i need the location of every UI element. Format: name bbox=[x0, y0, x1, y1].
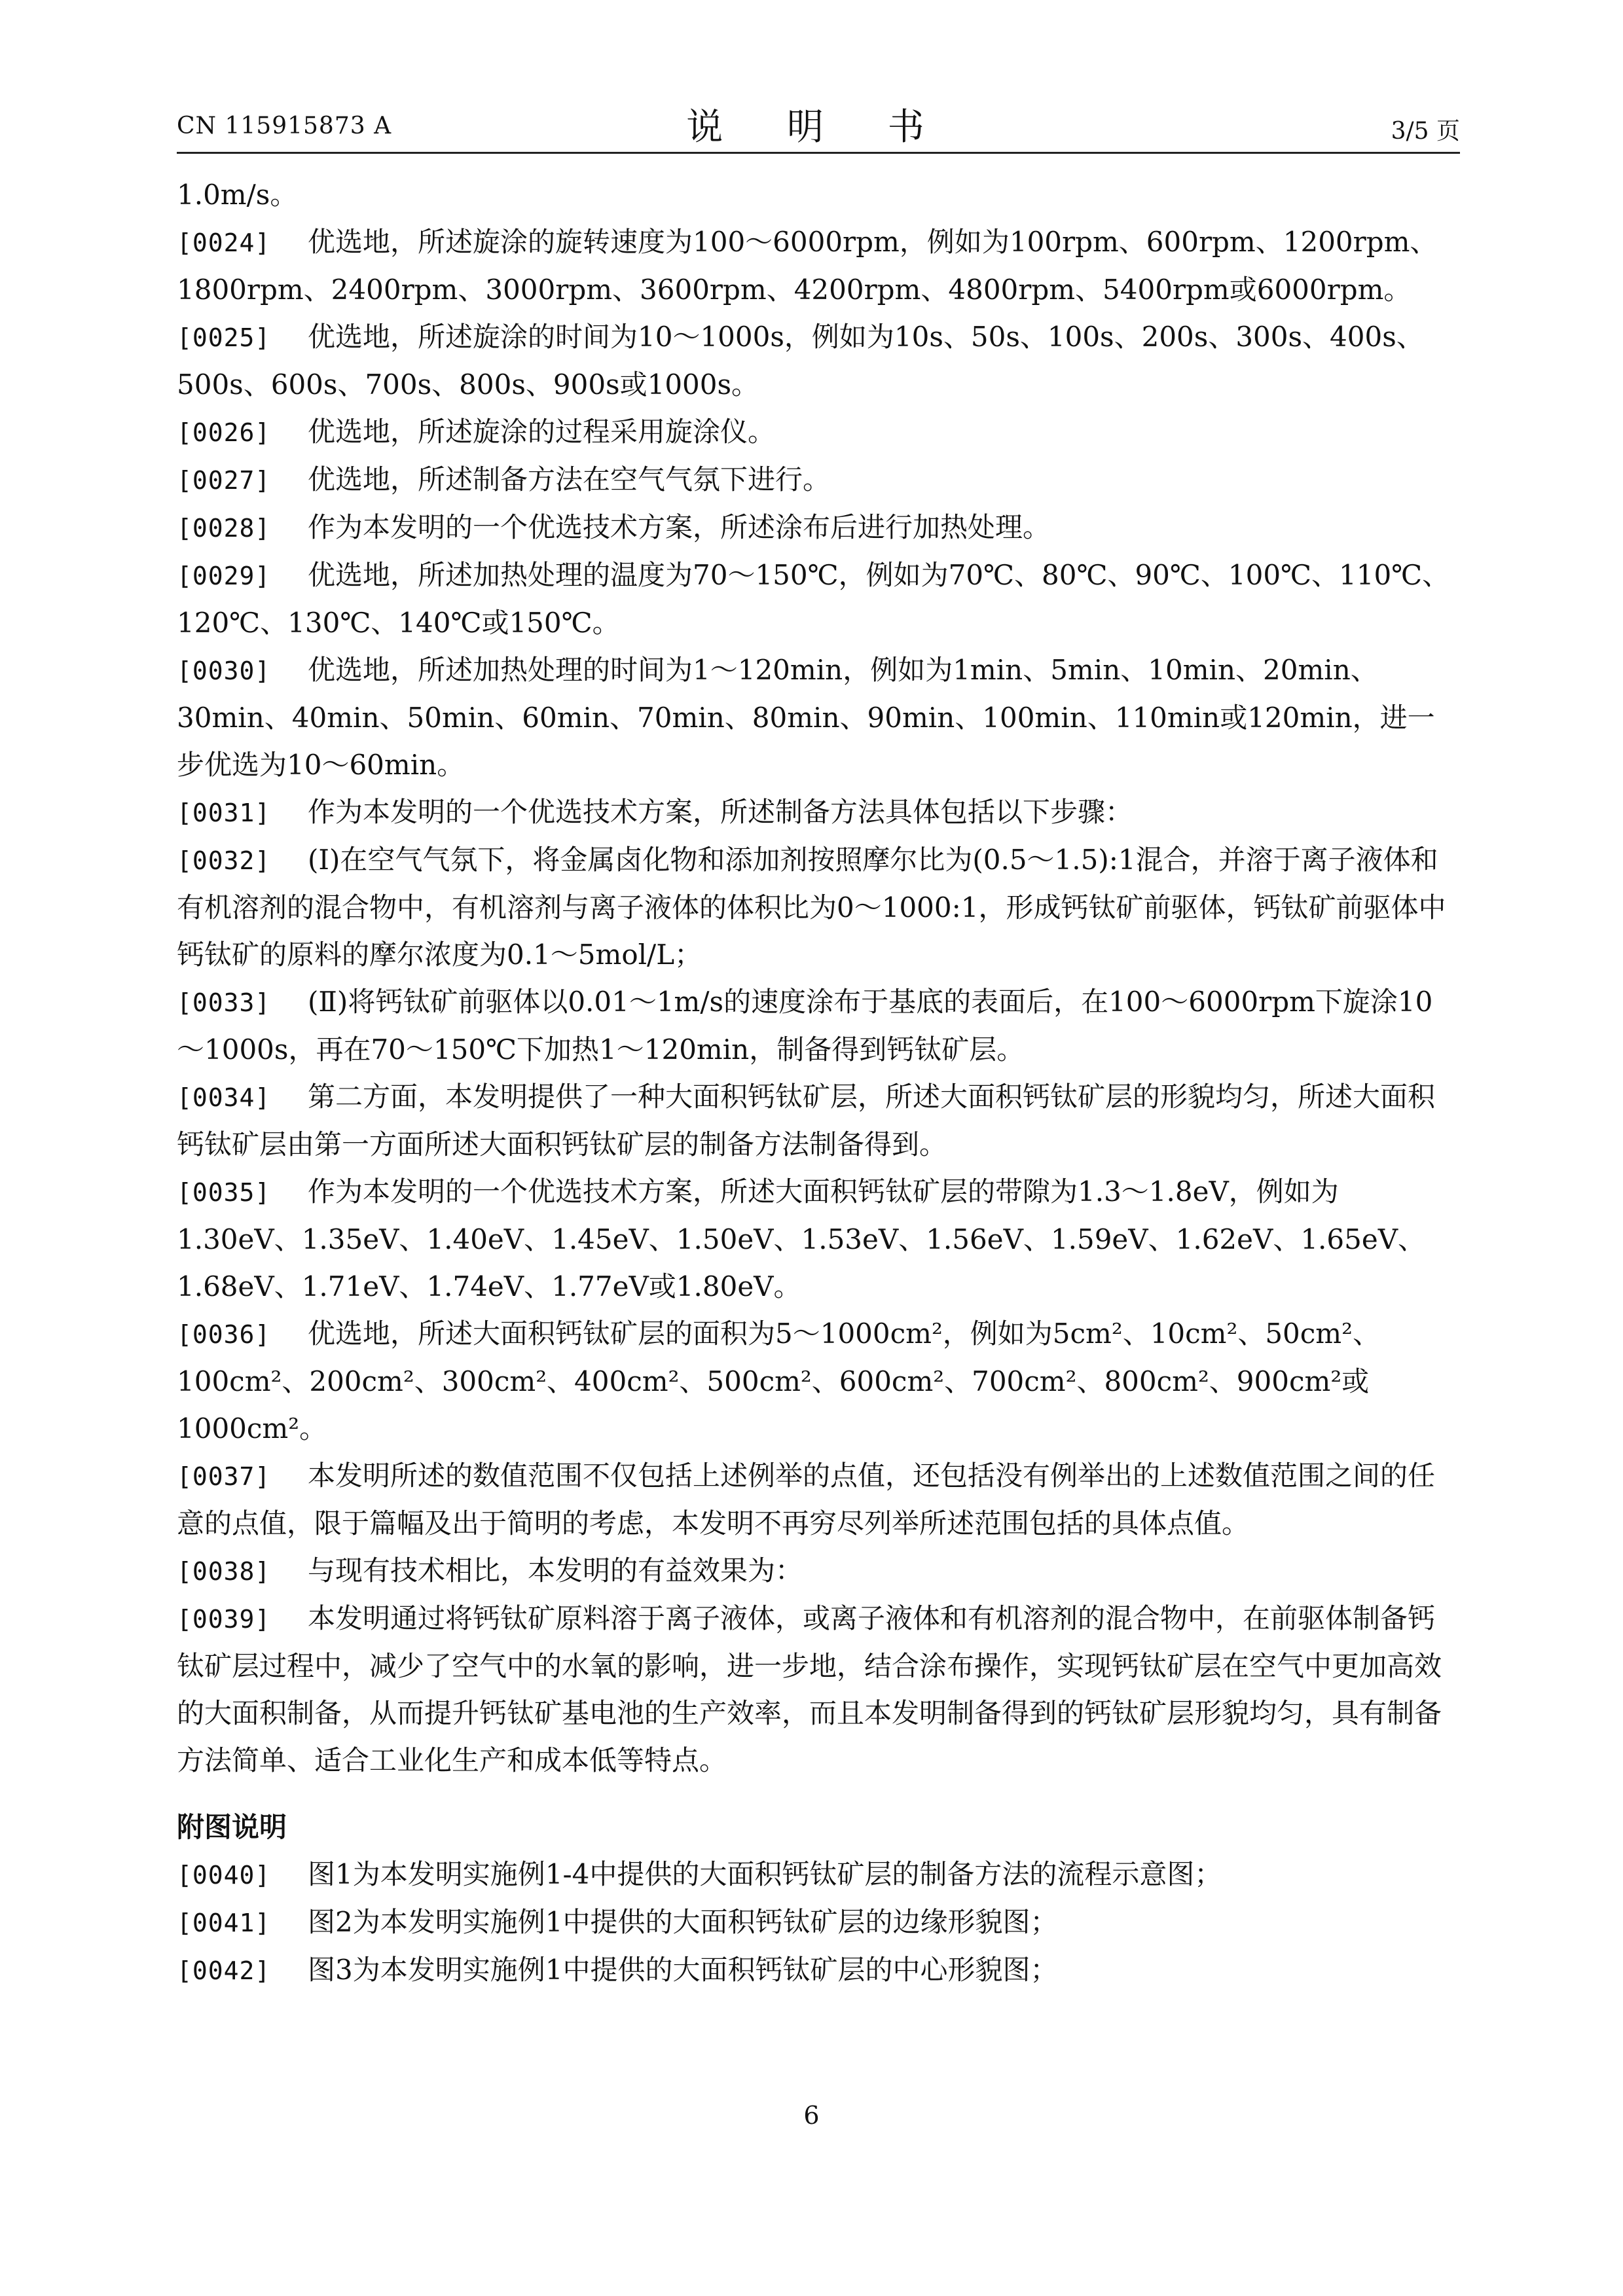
paragraph bbox=[177, 1899, 1460, 1946]
paragraph-number: [0024] bbox=[177, 228, 271, 257]
paragraph-text: 优选地，所述加热处理的时间为1～120min，例如为1min、5min、10min、20min、30min、40min、50min、60min、70min、80min、90min、100min、110min或120min，进一步优选为10～60min。 bbox=[177, 654, 1435, 781]
paragraph-number: [0026] bbox=[177, 418, 271, 447]
paragraph bbox=[177, 1073, 1460, 1168]
paragraph-text: (Ⅰ)在空气气氛下，将金属卤化物和添加剂按照摩尔比为(0.5～1.5):1混合，并溶于离子液体和有机溶剂的混合物中，有机溶剂与离子液体的体积比为0～1000:1，形成钙钛矿前驱体，钙钛矿前驱体中钙钛矿的原料的摩尔浓度为0.1～5mol/L； bbox=[177, 844, 1446, 971]
paragraph bbox=[177, 1168, 1460, 1310]
page-header bbox=[177, 98, 1460, 151]
page-count: 3/5 页 bbox=[1391, 118, 1460, 145]
paragraph bbox=[177, 504, 1460, 552]
document-body bbox=[177, 171, 1460, 1994]
paragraph bbox=[177, 1595, 1460, 1784]
continuation-line: 1.0m/s。 bbox=[177, 179, 298, 211]
paragraph bbox=[177, 789, 1460, 836]
paragraph-text: 优选地，所述旋涂的过程采用旋涂仪。 bbox=[308, 416, 776, 448]
paragraph-number: [0037] bbox=[177, 1462, 271, 1491]
paragraph-number: [0028] bbox=[177, 514, 271, 543]
paragraph-text: 图3为本发明实施例1中提供的大面积钙钛矿层的中心形貌图； bbox=[308, 1954, 1058, 1986]
paragraph-number: [0036] bbox=[177, 1320, 271, 1349]
paragraph-list bbox=[177, 219, 1460, 1784]
paragraph bbox=[177, 408, 1460, 456]
paragraph-text: 本发明所述的数值范围不仅包括上述例举的点值，还包括没有例举出的上述数值范围之间的任意的点值，限于篇幅及出于简明的考虑，本发明不再穷尽列举所述范围包括的具体点值。 bbox=[177, 1460, 1436, 1539]
paragraph bbox=[177, 1452, 1460, 1547]
page-number: 6 bbox=[803, 2101, 820, 2130]
paragraph-text: (Ⅱ)将钙钛矿前驱体以0.01～1m/s的速度涂布于基底的表面后，在100～6000rpm下旋涂10～1000s，再在70～150℃下加热1～120min，制备得到钙钛矿层。 bbox=[177, 986, 1433, 1066]
paragraph bbox=[177, 314, 1460, 408]
paragraph-text: 作为本发明的一个优选技术方案，所述制备方法具体包括以下步骤： bbox=[308, 796, 1133, 828]
paragraph bbox=[177, 456, 1460, 504]
paragraph-number: [0038] bbox=[177, 1557, 271, 1586]
paragraph bbox=[177, 836, 1460, 978]
paragraph-text: 作为本发明的一个优选技术方案，所述涂布后进行加热处理。 bbox=[308, 511, 1051, 543]
paragraph-text: 与现有技术相比，本发明的有益效果为： bbox=[308, 1554, 803, 1587]
paragraph bbox=[177, 647, 1460, 789]
header-divider bbox=[177, 152, 1460, 154]
paragraph-text: 优选地，所述制备方法在空气气氛下进行。 bbox=[308, 463, 831, 495]
paragraph-number: [0032] bbox=[177, 846, 271, 875]
document-title: 说 明 书 bbox=[686, 106, 951, 149]
paragraph-text: 图1为本发明实施例1-4中提供的大面积钙钛矿层的制备方法的流程示意图； bbox=[308, 1858, 1222, 1890]
paragraph bbox=[177, 978, 1460, 1073]
paragraph bbox=[177, 1851, 1460, 1899]
paragraph-text: 优选地，所述旋涂的时间为10～1000s，例如为10s、50s、100s、200s、300s、400s、500s、600s、700s、800s、900s或1000s。 bbox=[177, 321, 1424, 401]
figure-description-list bbox=[177, 1851, 1460, 1994]
paragraph-number: [0034] bbox=[177, 1083, 271, 1112]
paragraph bbox=[177, 552, 1460, 647]
paragraph-number: [0040] bbox=[177, 1861, 271, 1890]
paragraph-text: 第二方面，本发明提供了一种大面积钙钛矿层，所述大面积钙钛矿层的形貌均匀，所述大面积钙钛矿层由第一方面所述大面积钙钛矿层的制备方法制备得到。 bbox=[177, 1081, 1436, 1160]
paragraph-text: 本发明通过将钙钛矿原料溶于离子液体，或离子液体和有机溶剂的混合物中，在前驱体制备钙钛矿层过程中，减少了空气中的水氧的影响，进一步地，结合涂布操作，实现钙钛矿层在空气中更加高效的大面积制备，从而提升钙钛矿基电池的生产效率，而且本发明制备得到的钙钛矿层形貌均匀，具有制备方法简单、适合工业化生产和成本低等特点。 bbox=[177, 1602, 1442, 1776]
paragraph bbox=[177, 1946, 1460, 1994]
paragraph bbox=[177, 1310, 1460, 1452]
paragraph-number: [0042] bbox=[177, 1956, 271, 1985]
paragraph-text: 优选地，所述加热处理的温度为70～150℃，例如为70℃、80℃、90℃、100℃、110℃、120℃、130℃、140℃或150℃。 bbox=[177, 559, 1450, 639]
paragraph bbox=[177, 1547, 1460, 1595]
paragraph-number: [0031] bbox=[177, 798, 271, 827]
paragraph-number: [0029] bbox=[177, 562, 271, 590]
paragraph-text: 优选地，所述大面积钙钛矿层的面积为5～1000cm²，例如为5cm²、10cm²、50cm²、100cm²、200cm²、300cm²、400cm²、500cm²、600cm²、700cm²、800cm²、900cm²或1000cm²。 bbox=[177, 1318, 1380, 1444]
document-number: CN 115915873 A bbox=[177, 113, 392, 139]
paragraph-text: 作为本发明的一个优选技术方案，所述大面积钙钛矿层的带隙为1.3～1.8eV，例如为1.30eV、1.35eV、1.40eV、1.45eV、1.50eV、1.53eV、1.56eV、1.59eV、1.62eV、1.65eV、1.68eV、1.71eV、1.74eV、1.77eV或1.80eV。 bbox=[177, 1175, 1426, 1302]
paragraph-number: [0027] bbox=[177, 466, 271, 495]
paragraph-number: [0033] bbox=[177, 988, 271, 1017]
section-heading: 附图说明 bbox=[177, 1811, 287, 1843]
paragraph bbox=[177, 219, 1460, 314]
paragraph-number: [0025] bbox=[177, 323, 271, 352]
paragraph-number: [0030] bbox=[177, 656, 271, 685]
paragraph-number: [0039] bbox=[177, 1605, 271, 1634]
paragraph-number: [0035] bbox=[177, 1178, 271, 1207]
paragraph-number: [0041] bbox=[177, 1909, 271, 1937]
paragraph-text: 优选地，所述旋涂的旋转速度为100～6000rpm，例如为100rpm、600rpm、1200rpm、1800rpm、2400rpm、3000rpm、3600rpm、4200rpm、4800rpm、5400rpm或6000rpm。 bbox=[177, 226, 1438, 306]
paragraph-text: 图2为本发明实施例1中提供的大面积钙钛矿层的边缘形貌图； bbox=[308, 1906, 1058, 1938]
